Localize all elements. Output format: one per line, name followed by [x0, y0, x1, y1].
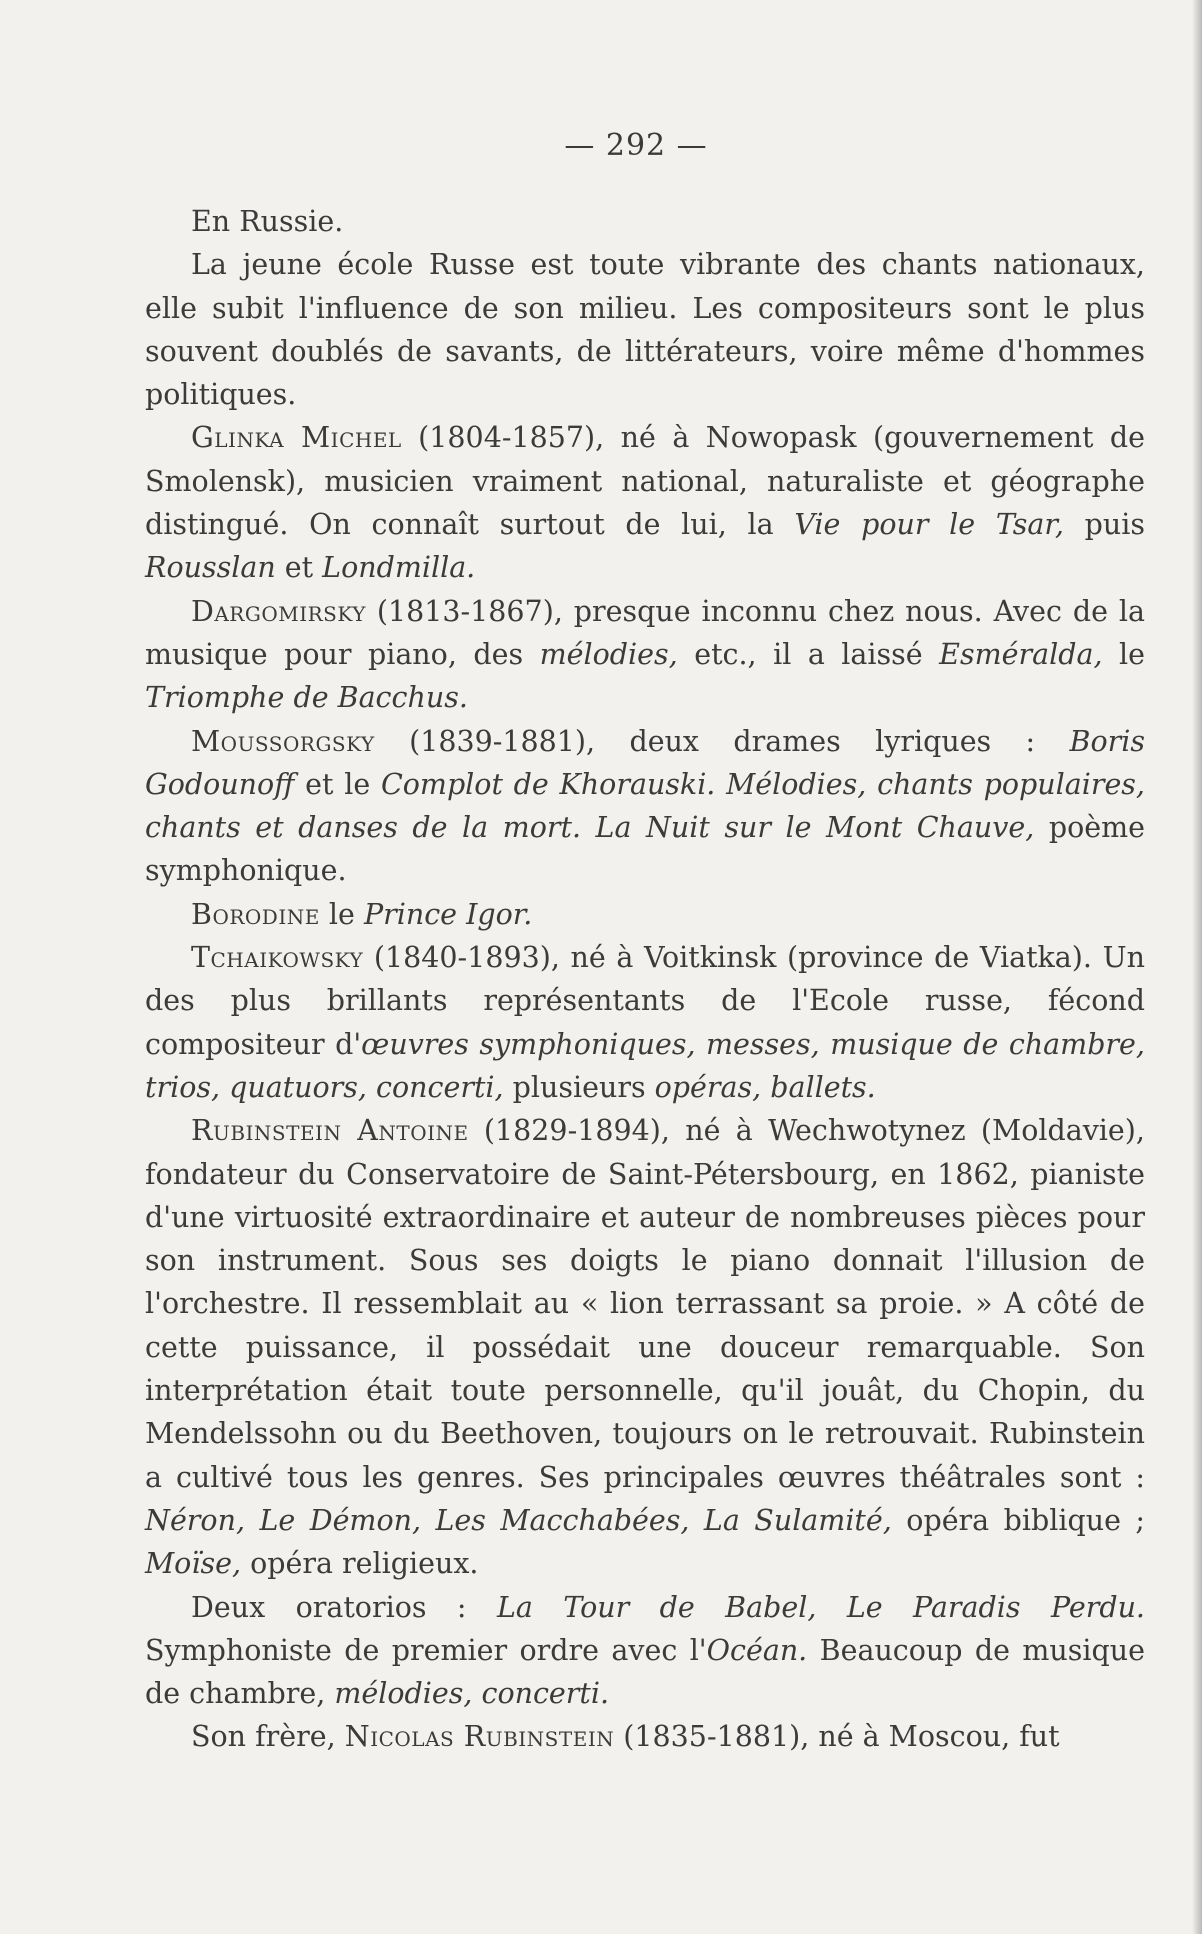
- paragraph-text: le: [319, 897, 364, 931]
- work-title: Boris Godounoff: [145, 724, 1145, 801]
- intro-text: La jeune école Russe est toute vibrante des chants nationaux, elle subit l'influence de son milieu. Les compositeurs sont le plus souvent doublés de savants, de littérateurs, voire même d'hommes politiques.: [145, 248, 1145, 412]
- paragraph-text: Son frère,: [191, 1720, 345, 1754]
- work-title: Rousslan: [145, 551, 276, 585]
- paragraph-intro: [145, 243, 1145, 416]
- paragraph-text: (1835-1881), né à Moscou, fut: [614, 1720, 1060, 1754]
- paragraph-section-heading: [145, 200, 1145, 243]
- composer-name: Moussorgsky: [191, 724, 375, 758]
- section-heading-text: En Russie.: [191, 205, 344, 238]
- work-title: La Tour de Babel, Le Paradis Perdu.: [496, 1590, 1145, 1624]
- paragraph-borodine: [145, 893, 1145, 936]
- paragraph-text: le: [1102, 637, 1145, 671]
- paragraph-text: (1839-1881), deux drames lyriques :: [374, 724, 1070, 758]
- paragraph-text: puis: [1063, 508, 1146, 542]
- paragraph-text: opéra religieux.: [241, 1547, 479, 1581]
- paragraph-rubinstein-antoine: [145, 1109, 1145, 1585]
- composer-name: Glinka Michel: [191, 421, 402, 455]
- work-title: opéras, ballets.: [654, 1070, 876, 1104]
- paragraph-oratorios: [145, 1586, 1145, 1716]
- paragraph-moussorgsky: [145, 720, 1145, 893]
- paragraph-text: etc., il a laissé: [677, 637, 940, 671]
- composer-name: Rubinstein Antoine: [191, 1114, 469, 1148]
- work-title: Vie pour le Tsar,: [794, 508, 1064, 542]
- page-body: [145, 200, 1145, 1759]
- paragraph-text: (1829-1894), né à Wechwotynez (Moldavie), fondateur du Conservatoire de Saint-Pétersbourg, en 1862, pianiste d'une virtuosité extraordinaire et auteur de nombreuses pièces pour son instrument. Sous ses doigts le piano donnait l'illusion de l'orchestre. Il ressemblait au « lion terrassant sa proie. » A côté de cette puissance, il possédait une douceur remarquable. Son interprétation était toute personnelle, qu'il jouât, du Chopin, du Mendelssohn ou du Beethoven, toujours on le retrouvait. Rubinstein a cultivé tous les genres. Ses principales œuvres théâtrales sont :: [145, 1114, 1145, 1494]
- work-title: mélodies, concerti.: [334, 1677, 610, 1711]
- work-title: Océan.: [706, 1633, 808, 1667]
- work-title: œuvres symphoniques, messes, musique de chambre, trios, quatuors, concerti,: [145, 1027, 1145, 1104]
- composer-name: Tchaikowsky: [191, 941, 364, 975]
- page-number: — 292 —: [564, 128, 708, 163]
- composer-name: Borodine: [191, 897, 320, 931]
- paragraph-text: (1813-1867), presque inconnu chez nous. Avec de la musique pour piano, des: [145, 594, 1145, 671]
- paragraph-dargomirsky: [145, 590, 1145, 720]
- work-title: Esméralda,: [939, 637, 1103, 671]
- paragraph-text: et: [275, 551, 323, 585]
- paragraph-rubinstein-nicolas: [145, 1715, 1145, 1758]
- work-title: Londmilla.: [322, 551, 476, 585]
- work-title: Complot de Khorauski. Mélodies, chants populaires, chants et danses de la mort. La Nuit sur le Mont Chauve,: [145, 767, 1145, 845]
- paragraph-text: Deux oratorios :: [191, 1590, 497, 1624]
- paragraph-text: Symphoniste de premier ordre avec l': [145, 1633, 707, 1667]
- paragraph-glinka: [145, 416, 1145, 589]
- work-title: Triomphe de Bacchus.: [145, 681, 468, 715]
- composer-name: Nicolas Rubinstein: [344, 1720, 615, 1754]
- paragraph-text: poème symphonique.: [145, 811, 1145, 888]
- paragraph-text: Beaucoup de musique de chambre,: [145, 1633, 1145, 1711]
- paragraph-text: plusieurs: [503, 1070, 655, 1104]
- work-title: Prince Igor.: [363, 897, 533, 931]
- composer-name: Dargomirsky: [191, 594, 366, 628]
- paragraph-tchaikowsky: [145, 936, 1145, 1109]
- page-edge-shadow: [1192, 0, 1202, 1934]
- paragraph-text: (1804-1857), né à Nowopask (gouvernement de Smolensk), musicien vraiment national, naturaliste et géographe distingué. On connaît surtout de lui, la: [145, 421, 1145, 542]
- work-title: Moïse,: [145, 1547, 242, 1581]
- paragraph-text: opéra biblique ;: [891, 1503, 1145, 1537]
- paragraph-text: (1840-1893), né à Voitkinsk (province de Viatka). Un des plus brillants représentants de l'Ecole russe, fécond compositeur d': [145, 941, 1145, 1061]
- paragraph-text: et le: [294, 767, 381, 801]
- work-title: Néron, Le Démon, Les Macchabées, La Sulamité,: [145, 1503, 892, 1537]
- work-title: mélodies,: [539, 637, 678, 671]
